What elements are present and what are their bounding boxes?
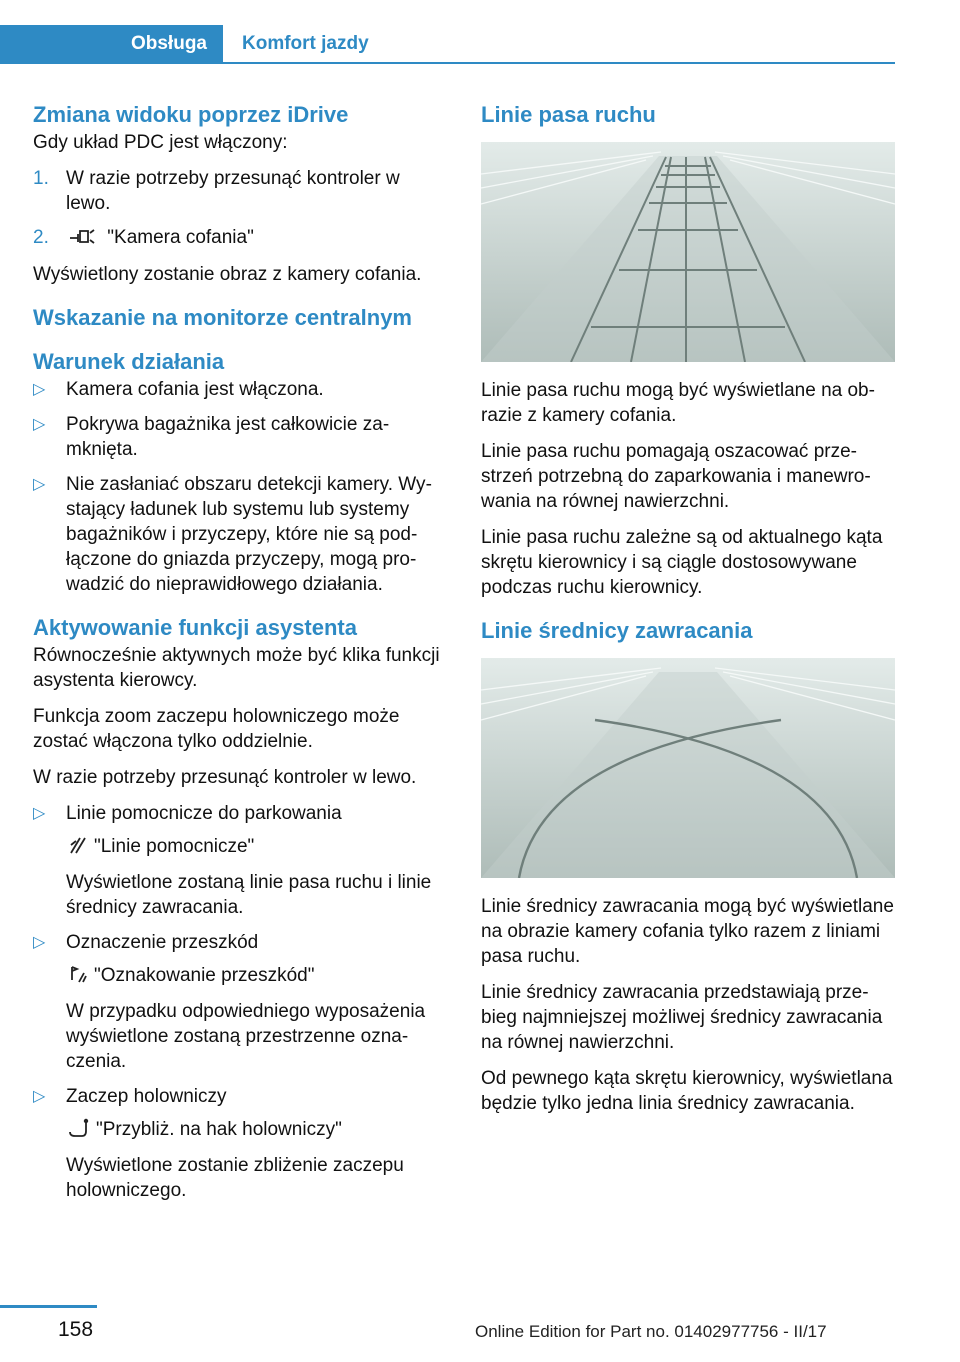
- condition-item: [33, 412, 447, 462]
- step-text: "Kamera cofania": [107, 227, 254, 248]
- condition-text: Pokrywa bagażnika jest całkowicie zamknięta.: [66, 414, 390, 460]
- lane-lines-illustration: [481, 142, 895, 362]
- section-heading-turning-circle: Linie średnicy zawracania: [481, 618, 753, 643]
- turning-para-3: Od pewnego kąta skrętu kierownicy, wyświetlana będzie tylko jedna linia średnicy zawracania.: [481, 1068, 893, 1114]
- section-heading-assistant: Aktywowanie funkcji asystenta: [33, 615, 357, 640]
- function-title: Linie pomocnicze do parkowania: [66, 803, 342, 824]
- page-number: 158: [58, 1318, 94, 1341]
- function-description: Wyświetlone zostanie zbliżenie zaczepu holowniczego.: [66, 1155, 404, 1201]
- function-description: W przypadku odpowiedniego wyposażenia wyświetlone zostaną przestrzenne oznaczenia.: [66, 1001, 426, 1072]
- chapter-tabs: [0, 25, 895, 64]
- section-heading-idrive: Zmiana widoku poprzez iDrive: [33, 102, 349, 127]
- lane-para-3: Linie pasa ruchu zależne są od aktualnego kąta skrętu kierownicy i są ciągle dostosowywane podczas ruchu kierownicy.: [481, 527, 883, 598]
- condition-text: Nie zasłaniać obszaru detekcji kamery. Wystający ładunek lub systemu lub systemy bagażników i przyczepy, które nie są podłączone do gniazda przyczepy, mogą prowadzić do nieprawidłowego działania.: [66, 474, 432, 595]
- function-menu-entry: [66, 963, 447, 991]
- function-item-tow-hitch: [33, 1084, 447, 1203]
- lane-para-1: Linie pasa ruchu mogą być wyświetlane na obrazie z kamery cofania.: [481, 380, 875, 426]
- menu-label: "Linie pomocnicze": [94, 836, 255, 857]
- intro-text: Gdy układ PDC jest włączony:: [33, 132, 288, 153]
- tab-komfort-jazdy[interactable]: Komfort jazdy: [242, 33, 369, 54]
- triangle-bullet-icon: ▷: [33, 1088, 46, 1105]
- menu-label: "Oznakowanie przeszkód": [94, 965, 315, 986]
- menu-label: "Przybliż. na hak holowniczy": [96, 1119, 342, 1140]
- condition-item: [33, 472, 447, 597]
- turning-circle-illustration: [481, 658, 895, 878]
- rear-camera-icon: [68, 226, 96, 253]
- triangle-bullet-icon: ▷: [33, 805, 46, 822]
- condition-text: Kamera cofania jest włączona.: [66, 379, 324, 400]
- function-menu-entry: [66, 1117, 447, 1145]
- edition-note: Online Edition for Part no. 01402977756 - II/17: [475, 1322, 827, 1341]
- assistant-para-1: Równocześnie aktywnych może być klika funkcji asystenta kierowcy.: [33, 645, 440, 691]
- tow-hitch-icon: [68, 1118, 90, 1145]
- lane-para-2: Linie pasa ruchu pomagają oszacować przestrzeń potrzebną do zaparkowania i manewrowania na równej nawierzchni.: [481, 441, 871, 512]
- function-title: Oznaczenie przeszkód: [66, 932, 259, 953]
- obstacle-marking-icon: [68, 964, 88, 991]
- function-item-obstacle-marking: [33, 930, 447, 1074]
- function-description: Wyświetlone zostaną linie pasa ruchu i linie średnicy zawracania.: [66, 872, 432, 918]
- step-number: 2.: [33, 227, 49, 248]
- assistant-para-3: W razie potrzeby przesunąć kontroler w lewo.: [33, 767, 417, 788]
- function-title: Zaczep holowniczy: [66, 1086, 227, 1107]
- left-column: [33, 100, 447, 1213]
- parking-lines-icon: [68, 835, 88, 862]
- triangle-bullet-icon: ▷: [33, 934, 46, 951]
- turning-para-1: Linie średnicy zawracania mogą być wyświetlane na obrazie kamery cofania tylko razem z liniami pasa ruchu.: [481, 896, 894, 967]
- step-text: W razie potrzeby przesunąć kontroler w lewo.: [66, 168, 400, 214]
- turning-para-2: Linie średnicy zawracania przedstawiają przebieg najmniejszej możliwej średnicy zawracania na równej nawierzchni.: [481, 982, 883, 1053]
- step-1: [33, 166, 447, 216]
- tab-obsluga[interactable]: Obsługa: [0, 25, 223, 62]
- triangle-bullet-icon: ▷: [33, 416, 46, 433]
- triangle-bullet-icon: ▷: [33, 476, 46, 493]
- condition-item: [33, 377, 447, 402]
- step-number: 1.: [33, 168, 49, 189]
- section-heading-lane-lines: Linie pasa ruchu: [481, 102, 656, 127]
- right-column: [481, 100, 895, 1127]
- function-item-parking-lines: [33, 801, 447, 920]
- step-2: [33, 225, 447, 253]
- footer-accent-line: [0, 1305, 97, 1308]
- subheading-condition: Warunek działania: [33, 349, 225, 374]
- section-heading-monitor: Wskazanie na monitorze centralnym: [33, 305, 412, 330]
- function-menu-entry: [66, 834, 447, 862]
- triangle-bullet-icon: ▷: [33, 381, 46, 398]
- after-steps-text: Wyświetlony zostanie obraz z kamery cofania.: [33, 264, 422, 285]
- assistant-para-2: Funkcja zoom zaczepu holowniczego może zostać włączona tylko oddzielnie.: [33, 706, 400, 752]
